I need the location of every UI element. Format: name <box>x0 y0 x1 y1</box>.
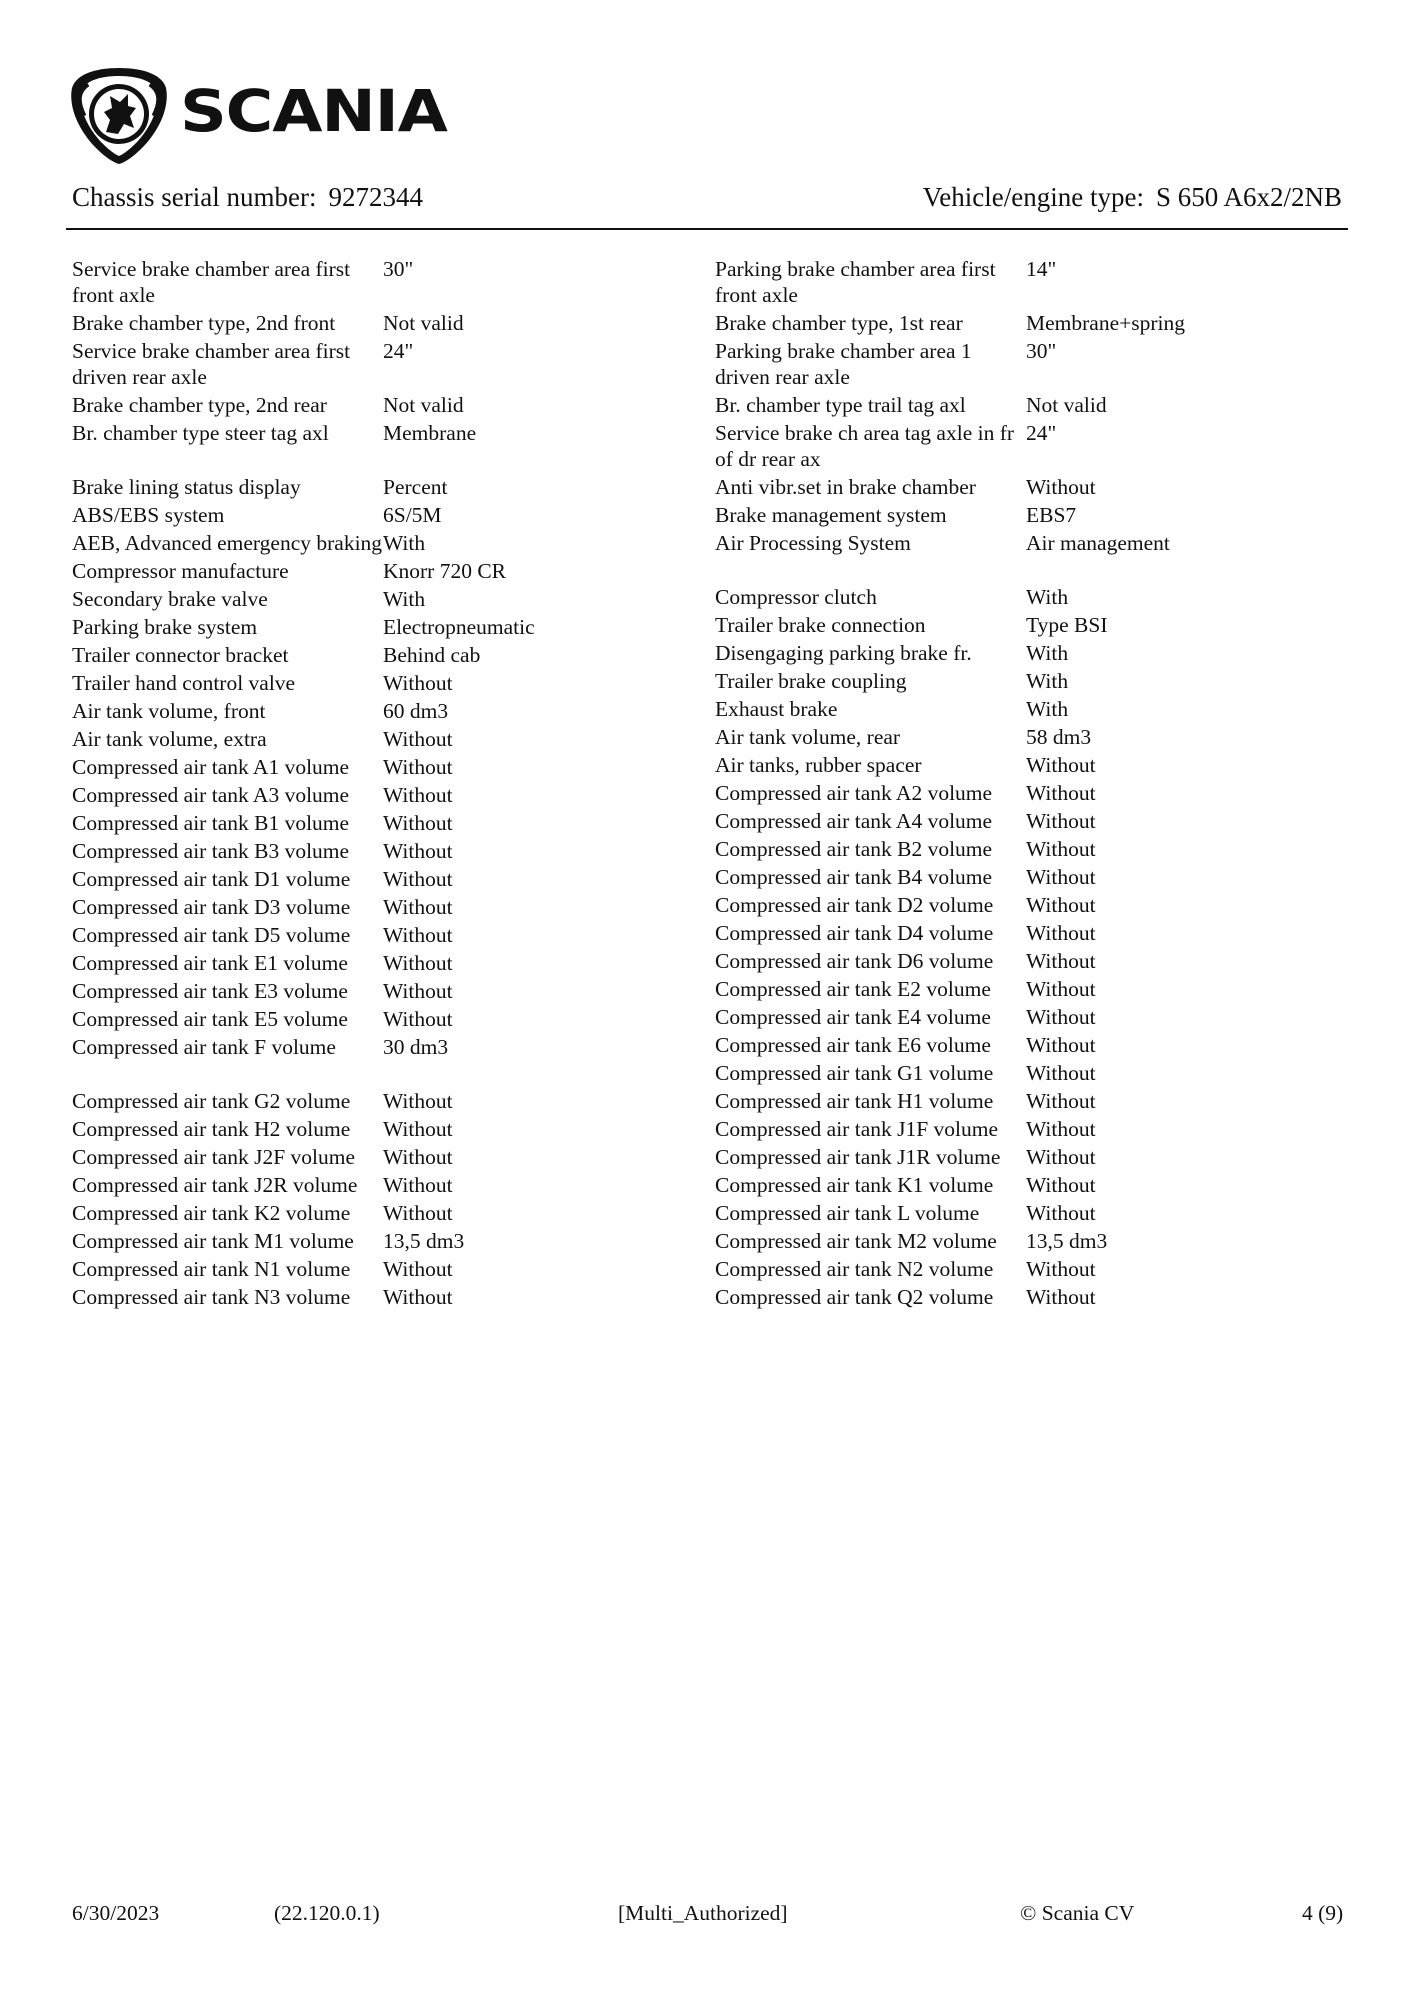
spec-label: Compressed air tank N1 volume <box>72 1257 351 1281</box>
spec-label: Air tank volume, rear <box>715 725 901 749</box>
spec-label: Air tank volume, extra <box>72 727 267 751</box>
spec-value: Membrane+spring <box>1026 311 1186 335</box>
spec-row <box>715 1256 1275 1282</box>
spec-row <box>72 698 632 724</box>
spec-row <box>72 474 632 500</box>
spec-label: Compressed air tank E3 volume <box>72 979 348 1003</box>
spec-value: Without <box>1026 475 1096 499</box>
spec-value: With <box>1026 697 1069 721</box>
brand-wordmark: SCANIA <box>180 77 447 145</box>
spec-label: Compressed air tank D2 volume <box>715 893 994 917</box>
spec-label: Compressed air tank E1 volume <box>72 951 348 975</box>
spec-row <box>72 754 632 780</box>
spec-row <box>72 950 632 976</box>
vehicle-engine-type <box>923 180 1342 214</box>
spec-row <box>715 1284 1275 1310</box>
spec-row <box>72 1088 632 1114</box>
scania-logo <box>66 64 450 174</box>
spec-label: Parking brake system <box>72 615 258 639</box>
spec-value: 30" <box>383 257 414 281</box>
spec-row <box>715 1144 1275 1170</box>
spec-label: Compressed air tank Q2 volume <box>715 1285 994 1309</box>
spec-value: Without <box>383 755 453 779</box>
spec-label: Parking brake chamber area 1 driven rear axle <box>715 339 972 389</box>
spec-value: Without <box>1026 893 1096 917</box>
spec-value: 24" <box>383 339 414 363</box>
spec-row <box>715 1228 1275 1254</box>
spec-value: Without <box>383 671 453 695</box>
spec-row <box>715 474 1275 500</box>
spec-label: Compressed air tank J1R volume <box>715 1145 1001 1169</box>
spec-row <box>715 892 1275 918</box>
spec-row <box>715 724 1275 750</box>
spec-label: Compressed air tank N3 volume <box>72 1285 351 1309</box>
spec-label: Compressed air tank F volume <box>72 1035 336 1059</box>
spec-row <box>72 726 632 752</box>
spec-value: Without <box>1026 949 1096 973</box>
spec-value: Without <box>1026 1145 1096 1169</box>
spec-value: 30 dm3 <box>383 1035 449 1059</box>
spec-value: Without <box>1026 1173 1096 1197</box>
spec-value: With <box>1026 641 1069 665</box>
spec-value: Without <box>1026 977 1096 1001</box>
spec-row <box>715 1200 1275 1226</box>
spec-row <box>715 696 1275 722</box>
spec-value: Behind cab <box>383 643 481 667</box>
chassis-serial-value: 9272344 <box>328 182 423 212</box>
spec-row <box>715 256 1275 308</box>
spec-row <box>72 256 632 308</box>
spec-label: Parking brake chamber area first front axle <box>715 257 996 307</box>
spec-row <box>72 922 632 948</box>
spec-label: Compressed air tank B4 volume <box>715 865 993 889</box>
footer-copyright: © Scania CV <box>1020 1901 1135 1925</box>
spec-label: Trailer hand control valve <box>72 671 296 695</box>
spec-label: Compressed air tank K1 volume <box>715 1173 994 1197</box>
spec-value: Without <box>383 1257 453 1281</box>
vehicle-engine-label: Vehicle/engine type: <box>922 182 1144 212</box>
spec-row <box>715 808 1275 834</box>
spec-label: Exhaust brake <box>715 697 838 721</box>
spec-label: Br. chamber type steer tag axl <box>72 421 329 445</box>
spec-value: 6S/5M <box>383 503 442 527</box>
spec-row <box>72 670 632 696</box>
footer-date: 6/30/2023 <box>72 1901 160 1925</box>
spec-value: Without <box>383 867 453 891</box>
spec-row <box>72 1034 632 1060</box>
spec-value: Without <box>1026 753 1096 777</box>
spec-row <box>715 920 1275 946</box>
spec-row <box>715 1116 1275 1142</box>
spec-value: Without <box>383 1201 453 1225</box>
spec-label: Compressed air tank H2 volume <box>72 1117 351 1141</box>
spec-row <box>72 838 632 864</box>
spec-row <box>72 558 632 584</box>
spec-row <box>72 642 632 668</box>
spec-row <box>72 502 632 528</box>
spec-value: Without <box>383 1173 453 1197</box>
spec-row <box>72 1116 632 1142</box>
spec-label: Compressor manufacture <box>72 559 289 583</box>
spec-value: Without <box>383 811 453 835</box>
spec-value: Without <box>383 1145 453 1169</box>
spec-row <box>715 640 1275 666</box>
spec-label: Compressed air tank J2R volume <box>72 1173 358 1197</box>
spec-row <box>72 810 632 836</box>
spec-value: Without <box>1026 921 1096 945</box>
spec-row <box>715 1060 1275 1086</box>
chassis-serial <box>72 180 423 214</box>
spec-value: Without <box>383 1089 453 1113</box>
spec-column-left <box>72 256 632 1312</box>
spec-row <box>715 780 1275 806</box>
spec-value: Without <box>1026 1117 1096 1141</box>
spec-label: Trailer brake connection <box>715 613 926 637</box>
spec-value: Without <box>383 923 453 947</box>
spec-row <box>715 668 1275 694</box>
spec-label: Compressed air tank D3 volume <box>72 895 351 919</box>
spec-label: Compressed air tank B1 volume <box>72 811 350 835</box>
spec-value: 14" <box>1026 257 1057 281</box>
spec-label: Compressed air tank E6 volume <box>715 1033 991 1057</box>
spec-row <box>72 1256 632 1282</box>
spec-value: Without <box>1026 1033 1096 1057</box>
spec-label: Brake chamber type, 2nd rear <box>72 393 327 417</box>
spec-label: Service brake ch area tag axle in fr of dr rear ax <box>715 421 1015 471</box>
spec-value: 13,5 dm3 <box>383 1229 465 1253</box>
spec-row <box>72 1200 632 1226</box>
spec-label: Compressed air tank D5 volume <box>72 923 351 947</box>
spec-label: ABS/EBS system <box>72 503 225 527</box>
spec-value: Not valid <box>1026 393 1107 417</box>
spec-label: Trailer brake coupling <box>715 669 907 693</box>
spec-value: Without <box>383 979 453 1003</box>
spec-value: 60 dm3 <box>383 699 449 723</box>
spec-label: Air tanks, rubber spacer <box>715 753 922 777</box>
spec-label: Compressed air tank N2 volume <box>715 1257 994 1281</box>
spec-label: Compressed air tank B3 volume <box>72 839 350 863</box>
spec-value: Not valid <box>383 393 464 417</box>
spec-value: With <box>1026 669 1069 693</box>
spec-row <box>715 584 1275 610</box>
spec-value: EBS7 <box>1026 503 1077 527</box>
spec-label: Compressor clutch <box>715 585 877 609</box>
spec-label: Compressed air tank D6 volume <box>715 949 994 973</box>
spec-value: With <box>383 531 426 555</box>
spec-row <box>715 420 1275 472</box>
spec-value: Without <box>383 727 453 751</box>
spec-row <box>72 782 632 808</box>
spec-row <box>715 752 1275 778</box>
spec-label: Compressed air tank G1 volume <box>715 1061 994 1085</box>
spec-label: Compressed air tank E4 volume <box>715 1005 991 1029</box>
spec-value: Without <box>383 1117 453 1141</box>
spec-value: Without <box>383 895 453 919</box>
spec-label: Brake lining status display <box>72 475 301 499</box>
spec-label: Compressed air tank A3 volume <box>72 783 350 807</box>
spec-column-right <box>715 256 1275 1312</box>
spec-label: Compressed air tank H1 volume <box>715 1089 994 1113</box>
spec-value: Membrane <box>383 421 477 445</box>
spec-label: Brake chamber type, 1st rear <box>715 311 963 335</box>
spec-label: Compressed air tank M1 volume <box>72 1229 354 1253</box>
vehicle-engine-value: S 650 A6x2/2NB <box>1155 182 1342 212</box>
spec-label: Br. chamber type trail tag axl <box>715 393 966 417</box>
spec-row <box>715 864 1275 890</box>
spec-row <box>715 976 1275 1002</box>
footer-status: [Multi_Authorized] <box>618 1901 788 1925</box>
spec-label: AEB, Advanced emergency braking <box>72 531 383 555</box>
header-divider <box>66 228 1348 230</box>
spec-row <box>72 614 632 640</box>
spec-value: Type BSI <box>1026 613 1108 637</box>
spec-row <box>72 530 632 556</box>
spec-label: Compressed air tank D4 volume <box>715 921 994 945</box>
spec-label: Compressed air tank D1 volume <box>72 867 351 891</box>
spec-row <box>715 836 1275 862</box>
spec-label: Anti vibr.set in brake chamber <box>715 475 976 499</box>
spec-value: Without <box>383 839 453 863</box>
spec-value: Not valid <box>383 311 464 335</box>
spec-row <box>715 530 1275 556</box>
spec-value: With <box>1026 585 1069 609</box>
spec-row <box>715 948 1275 974</box>
document-header <box>72 180 1342 214</box>
spec-label: Disengaging parking brake fr. <box>715 641 972 665</box>
spec-label: Trailer connector bracket <box>72 643 289 667</box>
spec-row <box>72 1006 632 1032</box>
spec-value: Air management <box>1026 531 1170 555</box>
spec-value: Without <box>1026 837 1096 861</box>
spec-value: Without <box>383 783 453 807</box>
spec-label: Compressed air tank B2 volume <box>715 837 993 861</box>
spec-value: 58 dm3 <box>1026 725 1092 749</box>
spec-value: 24" <box>1026 421 1057 445</box>
spec-row <box>72 392 632 418</box>
spec-label: Brake management system <box>715 503 947 527</box>
spec-label: Compressed air tank E5 volume <box>72 1007 348 1031</box>
spec-label: Compressed air tank J2F volume <box>72 1145 356 1169</box>
chassis-serial-label: Chassis serial number: <box>72 182 317 212</box>
spec-row <box>72 866 632 892</box>
spec-label: Air Processing System <box>715 531 911 555</box>
spec-value: Without <box>1026 1285 1096 1309</box>
spec-value: Percent <box>383 475 448 499</box>
spec-row <box>72 894 632 920</box>
spec-row <box>715 502 1275 528</box>
spec-label: Compressed air tank A4 volume <box>715 809 993 833</box>
spec-label: Compressed air tank G2 volume <box>72 1089 351 1113</box>
spec-row <box>715 1088 1275 1114</box>
spec-label: Secondary brake valve <box>72 587 268 611</box>
spec-row <box>72 1284 632 1310</box>
spec-row <box>72 1228 632 1254</box>
spec-row <box>715 310 1275 336</box>
spec-row <box>72 1172 632 1198</box>
spec-value: Without <box>1026 781 1096 805</box>
spec-value: Without <box>1026 1005 1096 1029</box>
footer-page-number: 4 (9) <box>1302 1901 1344 1925</box>
spec-value: Knorr 720 CR <box>383 559 507 583</box>
spec-label: Compressed air tank A1 volume <box>72 755 350 779</box>
spec-label: Compressed air tank J1F volume <box>715 1117 999 1141</box>
footer-version: (22.120.0.1) <box>274 1901 380 1925</box>
scania-griffin-icon <box>66 64 172 168</box>
spec-label: Brake chamber type, 2nd front <box>72 311 336 335</box>
spec-value: 30" <box>1026 339 1057 363</box>
spec-value: Electropneumatic <box>383 615 535 639</box>
spec-value: Without <box>383 951 453 975</box>
spec-value: Without <box>1026 1201 1096 1225</box>
spec-value: Without <box>383 1007 453 1031</box>
spec-label: Compressed air tank K2 volume <box>72 1201 351 1225</box>
spec-value: 13,5 dm3 <box>1026 1229 1108 1253</box>
spec-label: Air tank volume, front <box>72 699 266 723</box>
spec-row <box>715 392 1275 418</box>
spec-row <box>72 338 632 390</box>
spec-row <box>72 420 632 446</box>
spec-row <box>715 1172 1275 1198</box>
spec-label: Compressed air tank E2 volume <box>715 977 991 1001</box>
spec-row <box>72 978 632 1004</box>
spec-row <box>72 586 632 612</box>
spec-label: Service brake chamber area first front axle <box>72 257 351 307</box>
spec-row <box>72 310 632 336</box>
spec-row <box>715 612 1275 638</box>
spec-label: Service brake chamber area first driven rear axle <box>72 339 351 389</box>
spec-label: Compressed air tank L volume <box>715 1201 980 1225</box>
spec-value: Without <box>1026 1061 1096 1085</box>
spec-row <box>715 338 1275 390</box>
spec-value: Without <box>1026 865 1096 889</box>
spec-value: With <box>383 587 426 611</box>
spec-value: Without <box>1026 809 1096 833</box>
spec-row <box>715 1032 1275 1058</box>
spec-value: Without <box>1026 1257 1096 1281</box>
spec-value: Without <box>1026 1089 1096 1113</box>
spec-label: Compressed air tank A2 volume <box>715 781 993 805</box>
spec-value: Without <box>383 1285 453 1309</box>
spec-row <box>72 1144 632 1170</box>
spec-label: Compressed air tank M2 volume <box>715 1229 997 1253</box>
spec-row <box>715 1004 1275 1030</box>
